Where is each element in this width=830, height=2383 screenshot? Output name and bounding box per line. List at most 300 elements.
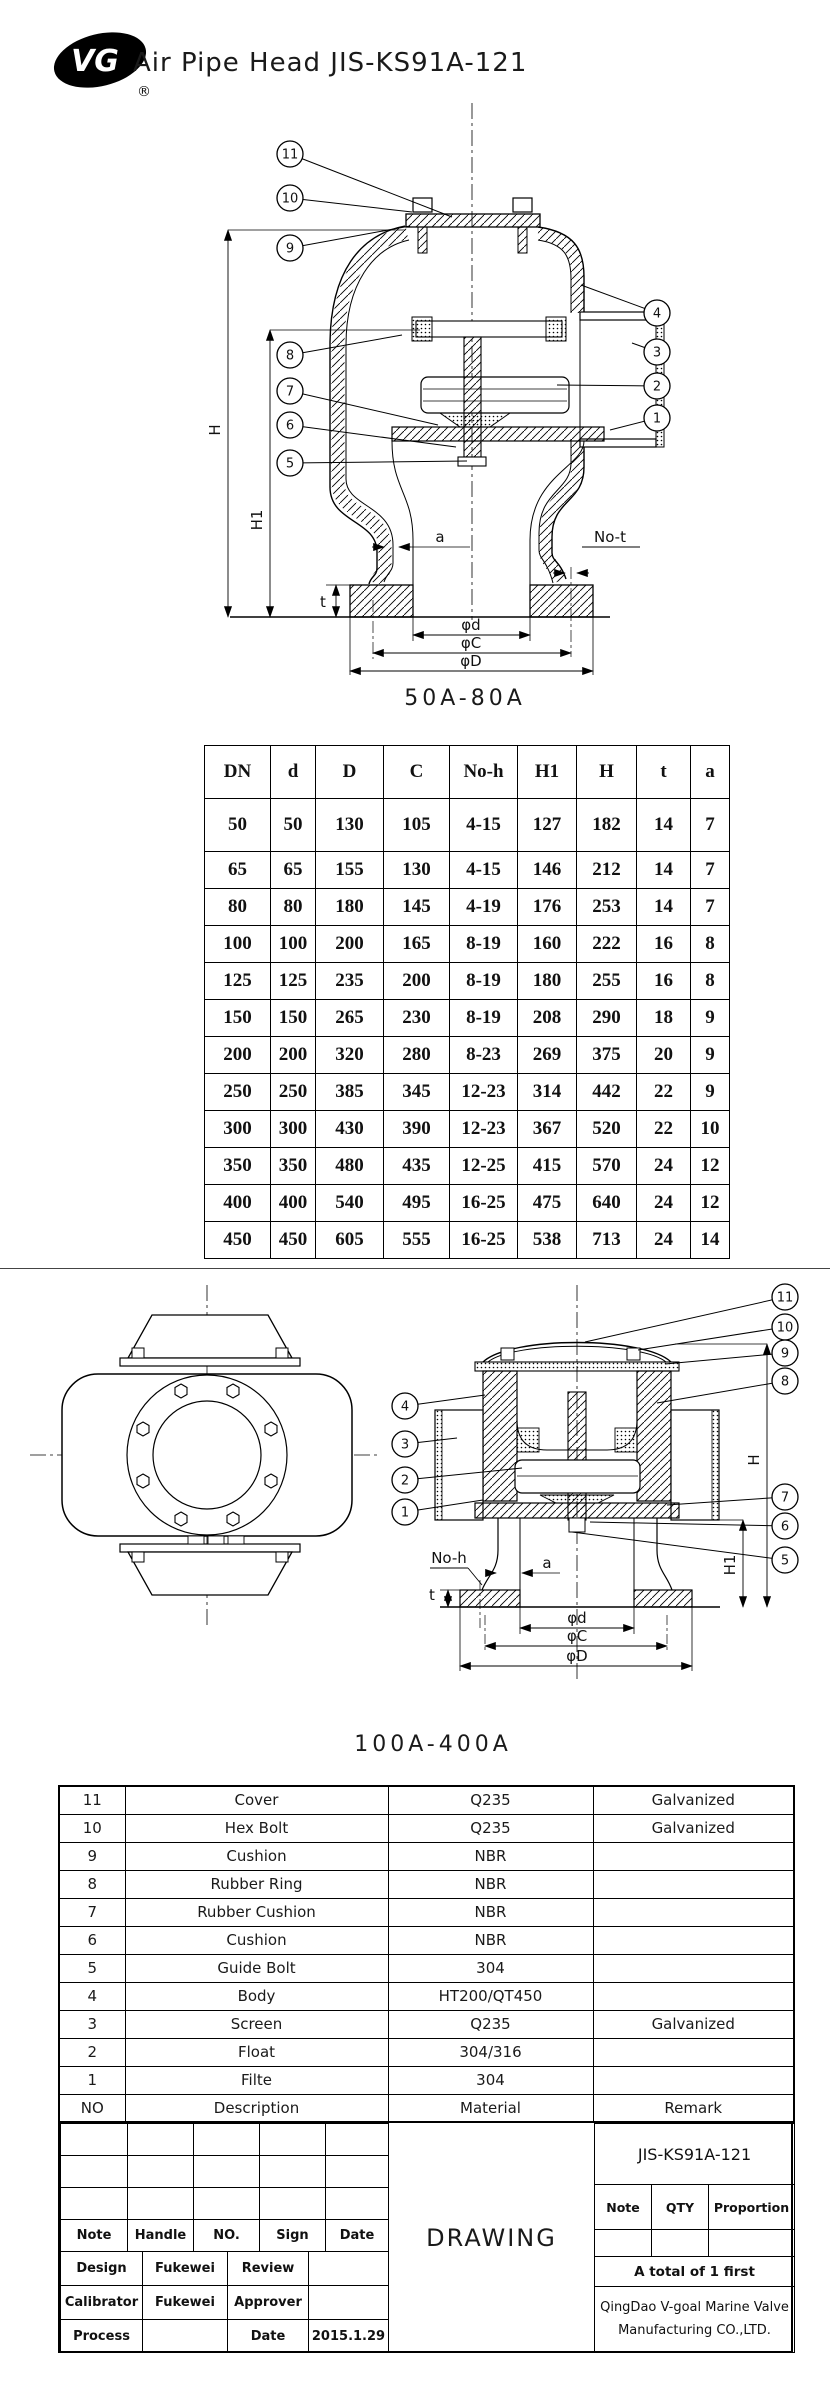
rubber-ring-right <box>546 317 566 341</box>
svg-text:1: 1 <box>400 1505 410 1521</box>
table-cell: H <box>577 746 637 799</box>
table-cell: NBR <box>388 1842 593 1870</box>
foot-right2 <box>634 1590 692 1607</box>
table-cell: 450 <box>271 1222 316 1259</box>
dim-label-H1-2: H1 <box>721 1554 739 1576</box>
table-cell: 200 <box>205 1037 271 1074</box>
table-cell: 80 <box>205 889 271 926</box>
table-cell <box>593 1898 794 1926</box>
table-cell: 10 <box>59 1814 125 1842</box>
callout2-8 <box>772 1368 798 1394</box>
table-cell: 570 <box>577 1148 637 1185</box>
table-cell: a <box>691 746 730 799</box>
table-cell: 125 <box>205 963 271 1000</box>
table-cell: 314 <box>518 1074 577 1111</box>
body-front <box>62 1374 352 1536</box>
table-cell: 180 <box>518 963 577 1000</box>
top-bolt-right <box>276 1348 288 1358</box>
table-cell: 222 <box>577 926 637 963</box>
table-cell: 16 <box>637 926 691 963</box>
logo-text: VG <box>71 44 119 79</box>
table-row <box>205 799 730 852</box>
table-cell: 100 <box>271 926 316 963</box>
table-cell: Body <box>125 1982 388 2010</box>
svg-text:11: 11 <box>776 1290 794 1306</box>
float-section2 <box>515 1460 640 1493</box>
table-cell: NBR <box>388 1898 593 1926</box>
parts-table-body <box>59 1786 794 2122</box>
table-cell: 304 <box>388 1954 593 1982</box>
table-row <box>205 1185 730 1222</box>
svg-text:8: 8 <box>780 1374 790 1390</box>
section-divider-thin <box>0 1268 830 1269</box>
table-cell: t <box>637 746 691 799</box>
svg-text:4: 4 <box>400 1399 410 1415</box>
table-cell: Q235 <box>388 2010 593 2038</box>
qty-header-qty: QTY <box>651 2184 709 2230</box>
sign-header-sign: Sign <box>259 2219 326 2252</box>
table-cell <box>593 1870 794 1898</box>
table-row <box>205 963 730 1000</box>
svg-text:11: 11 <box>281 147 299 163</box>
table-cell: 8 <box>691 926 730 963</box>
registered-mark: ® <box>137 84 151 100</box>
cushion-right <box>615 1428 637 1452</box>
table-cell: 8 <box>59 1870 125 1898</box>
table-cell: 9 <box>59 1842 125 1870</box>
dim-label-no-h: No-h <box>431 1549 467 1567</box>
table-row <box>205 1074 730 1111</box>
dim-label-phi-d2: φd <box>567 1609 587 1627</box>
svg-text:6: 6 <box>780 1519 790 1535</box>
date-value: 2015.1.29 <box>308 2319 389 2353</box>
table-cell: 538 <box>518 1222 577 1259</box>
table-row <box>59 2010 794 2038</box>
bottom-bolt-right <box>276 1552 288 1562</box>
table-cell: 7 <box>691 852 730 889</box>
svg-text:9: 9 <box>780 1346 790 1362</box>
dim-label-H1: H1 <box>248 509 266 531</box>
table-cell: 280 <box>384 1037 450 1074</box>
dim-H <box>206 230 405 617</box>
table-cell: 4-15 <box>450 799 518 852</box>
table-cell: 155 <box>316 852 384 889</box>
table-cell: 2 <box>59 2038 125 2066</box>
table-cell: NBR <box>388 1870 593 1898</box>
table-row <box>59 1954 794 1982</box>
table-cell: 22 <box>637 1111 691 1148</box>
table-cell: 4-15 <box>450 852 518 889</box>
table-cell: 250 <box>205 1074 271 1111</box>
table-cell: 300 <box>205 1111 271 1148</box>
table-cell <box>593 2038 794 2066</box>
process-name <box>142 2319 228 2353</box>
callout2-5 <box>772 1547 798 1573</box>
table-cell: Rubber Ring <box>125 1870 388 1898</box>
table-cell: 65 <box>205 852 271 889</box>
table-row <box>59 2094 794 2122</box>
table-cell: NO <box>59 2094 125 2122</box>
callout2-9 <box>772 1340 798 1366</box>
callout-7 <box>277 378 303 404</box>
table-cell: Remark <box>593 2094 794 2122</box>
table-cell: Screen <box>125 2010 388 2038</box>
company-name <box>594 2286 795 2353</box>
float-section <box>421 377 569 413</box>
drawing-label: DRAWING <box>388 2123 595 2353</box>
rubber-ring-left <box>412 317 432 341</box>
svg-text:2: 2 <box>652 379 662 395</box>
table-cell: 24 <box>637 1222 691 1259</box>
guide-bolt2 <box>569 1518 585 1532</box>
page-title: Air Pipe Head JIS-KS91A-121 <box>133 48 528 78</box>
callout2-6 <box>772 1513 798 1539</box>
table-cell <box>593 1954 794 1982</box>
table-cell: Description <box>125 2094 388 2122</box>
approver-label: Approver <box>227 2285 309 2320</box>
table-cell: 12-23 <box>450 1111 518 1148</box>
callout-5 <box>277 450 303 476</box>
table-cell: 400 <box>205 1185 271 1222</box>
dim-label-a2: a <box>542 1554 552 1572</box>
drawing-50a-80a <box>140 95 725 680</box>
table-cell: 9 <box>691 1037 730 1074</box>
table-cell: 18 <box>637 1000 691 1037</box>
table-cell: 385 <box>316 1074 384 1111</box>
table-cell: 255 <box>577 963 637 1000</box>
table-cell: 180 <box>316 889 384 926</box>
section-view <box>429 1285 767 1680</box>
table-cell <box>593 1982 794 2010</box>
total-note: A total of 1 first <box>594 2256 795 2287</box>
table-cell: Galvanized <box>593 1786 794 1814</box>
table-cell: 16-25 <box>450 1222 518 1259</box>
table-cell: 265 <box>316 1000 384 1037</box>
table-cell: 10 <box>691 1111 730 1148</box>
table-cell: No-h <box>450 746 518 799</box>
cushion-left <box>517 1428 539 1452</box>
table-row <box>205 889 730 926</box>
callout2-4 <box>392 1393 418 1419</box>
sign-header-no: NO. <box>193 2219 260 2252</box>
table-cell: 208 <box>518 1000 577 1037</box>
callout-11 <box>277 141 303 167</box>
top-bolt-left <box>132 1348 144 1358</box>
table-cell: 11 <box>59 1786 125 1814</box>
table-cell: 12 <box>691 1185 730 1222</box>
table-cell: 22 <box>637 1074 691 1111</box>
table-cell: 8-23 <box>450 1037 518 1074</box>
callout2-3 <box>392 1431 418 1457</box>
bore-wall-left <box>392 441 413 585</box>
table-cell: 4-19 <box>450 889 518 926</box>
dim-label-H2: H <box>745 1454 763 1466</box>
table-cell: 12-25 <box>450 1148 518 1185</box>
callout-3 <box>644 339 670 365</box>
table-cell: 304/316 <box>388 2038 593 2066</box>
model-number: JIS-KS91A-121 <box>594 2123 795 2185</box>
table-cell: 160 <box>518 926 577 963</box>
callout2-2 <box>392 1467 418 1493</box>
table-cell: 3 <box>59 2010 125 2038</box>
table-cell: C <box>384 746 450 799</box>
process-label: Process <box>60 2319 143 2353</box>
table-cell: 5 <box>59 1954 125 1982</box>
table-cell: 480 <box>316 1148 384 1185</box>
table-row <box>59 1982 794 2010</box>
table-row <box>205 926 730 963</box>
callout-1 <box>644 405 670 431</box>
table-cell: 640 <box>577 1185 637 1222</box>
table-cell: HT200/QT450 <box>388 1982 593 2010</box>
svg-text:10: 10 <box>776 1320 794 1336</box>
rubber-cushion2 <box>540 1495 614 1503</box>
table-cell: 320 <box>316 1037 384 1074</box>
table-cell: 269 <box>518 1037 577 1074</box>
table-cell: 713 <box>577 1222 637 1259</box>
table-cell: 350 <box>205 1148 271 1185</box>
table-cell: NBR <box>388 1926 593 1954</box>
table-cell: 24 <box>637 1185 691 1222</box>
approver-name <box>308 2285 389 2320</box>
table-cell: 14 <box>637 889 691 926</box>
table-cell: 250 <box>271 1074 316 1111</box>
callout-9 <box>277 235 303 261</box>
svg-text:3: 3 <box>400 1437 410 1453</box>
table-cell: 1 <box>59 2066 125 2094</box>
dim-label-phi-D: φD <box>460 652 482 670</box>
dim-diameters2 <box>460 1607 692 1671</box>
company-line2: Manufacturing CO.,LTD. <box>618 2322 771 2338</box>
svg-text:7: 7 <box>780 1490 790 1506</box>
table-cell: 212 <box>577 852 637 889</box>
qty-header-note: Note <box>594 2184 652 2230</box>
front-view <box>30 1285 380 1625</box>
svg-text:8: 8 <box>285 348 295 364</box>
table-cell: 605 <box>316 1222 384 1259</box>
table-cell: 8-19 <box>450 926 518 963</box>
svg-text:2: 2 <box>400 1473 410 1489</box>
dim-label-t: t <box>320 593 326 611</box>
table-row <box>59 1786 794 1814</box>
table-cell: 540 <box>316 1185 384 1222</box>
callout-6 <box>277 412 303 438</box>
callout-10 <box>277 185 303 211</box>
wall-right-section <box>637 1371 671 1501</box>
table-cell <box>593 2066 794 2094</box>
table-cell: 345 <box>384 1074 450 1111</box>
table-cell: 4 <box>59 1982 125 2010</box>
table-cell: H1 <box>518 746 577 799</box>
wall-left-section <box>483 1371 517 1501</box>
table-cell: 165 <box>384 926 450 963</box>
table-cell: 9 <box>691 1074 730 1111</box>
table-cell: 253 <box>577 889 637 926</box>
callout-4 <box>644 300 670 326</box>
table-cell: 230 <box>384 1000 450 1037</box>
table-cell: 8-19 <box>450 1000 518 1037</box>
sign-header-handle: Handle <box>127 2219 194 2252</box>
table-cell: 127 <box>518 799 577 852</box>
table-cell: 304 <box>388 2066 593 2094</box>
table-cell: 435 <box>384 1148 450 1185</box>
callout2-11 <box>772 1284 798 1310</box>
table-cell: Cover <box>125 1786 388 1814</box>
bottom-skirt <box>128 1552 292 1595</box>
callout-2 <box>644 373 670 399</box>
table-cell: 105 <box>384 799 450 852</box>
table-cell: 200 <box>271 1037 316 1074</box>
dim-t2 <box>429 1586 462 1607</box>
table-row <box>205 1222 730 1259</box>
svg-text:7: 7 <box>285 384 295 400</box>
dim-label-phi-d: φd <box>461 616 481 634</box>
table-cell: 375 <box>577 1037 637 1074</box>
table-cell: Hex Bolt <box>125 1814 388 1842</box>
table-cell: 300 <box>271 1111 316 1148</box>
table-cell: 14 <box>637 799 691 852</box>
table-cell: 14 <box>691 1222 730 1259</box>
table-row <box>205 746 730 799</box>
design-label: Design <box>60 2251 143 2286</box>
sign-header-date: Date <box>325 2219 389 2252</box>
table-cell: 8-19 <box>450 963 518 1000</box>
table-cell: 130 <box>384 852 450 889</box>
table-cell: 235 <box>316 963 384 1000</box>
dim-label-t2: t <box>429 1586 435 1604</box>
svg-text:3: 3 <box>652 345 662 361</box>
floor-slab2 <box>475 1503 679 1518</box>
dim-t <box>320 585 352 617</box>
dim-label-phi-C: φC <box>460 634 482 652</box>
table-cell: 150 <box>271 1000 316 1037</box>
qty-header-proportion: Proportion <box>708 2184 795 2230</box>
table-cell: 16-25 <box>450 1185 518 1222</box>
dimension-table <box>204 745 730 1259</box>
rubber-cushion-funnel <box>440 413 510 427</box>
dim-label-a: a <box>435 528 445 546</box>
table-cell: 50 <box>205 799 271 852</box>
table-cell: 390 <box>384 1111 450 1148</box>
table-row <box>59 1842 794 1870</box>
table-cell: 290 <box>577 1000 637 1037</box>
table-cell: Cushion <box>125 1926 388 1954</box>
dim-label-H: H <box>206 424 224 436</box>
table-row <box>59 1814 794 1842</box>
table-cell <box>593 1926 794 1954</box>
cover-plate-section <box>406 214 540 227</box>
table-cell: 450 <box>205 1222 271 1259</box>
table-cell: 130 <box>316 799 384 852</box>
table-cell: d <box>271 746 316 799</box>
table-cell: 400 <box>271 1185 316 1222</box>
inner-seat-bar <box>412 317 566 341</box>
table-cell: 50 <box>271 799 316 852</box>
foot-left2 <box>460 1590 520 1607</box>
table-row <box>59 1898 794 1926</box>
table-row <box>59 1926 794 1954</box>
table-cell: Filte <box>125 2066 388 2094</box>
callout2-7 <box>772 1484 798 1510</box>
table-cell <box>593 1842 794 1870</box>
dim-label-no-t: No-t <box>594 528 626 546</box>
company-line1: QingDao V-goal Marine Valve <box>600 2299 789 2315</box>
svg-text:10: 10 <box>281 191 299 207</box>
svg-text:1: 1 <box>652 411 662 427</box>
date-label: Date <box>227 2319 309 2353</box>
table-cell: 520 <box>577 1111 637 1148</box>
dimension-table-header <box>205 746 730 799</box>
table-cell: 24 <box>637 1148 691 1185</box>
table-cell: 415 <box>518 1148 577 1185</box>
drawing-100a-400a <box>20 1270 820 1710</box>
table-row <box>205 1111 730 1148</box>
callout2-10 <box>772 1314 798 1340</box>
table-cell: 367 <box>518 1111 577 1148</box>
sign-header-note: Note <box>60 2219 128 2252</box>
table-cell: 8 <box>691 963 730 1000</box>
table-row <box>205 1148 730 1185</box>
table-cell: 145 <box>384 889 450 926</box>
table-cell: 80 <box>271 889 316 926</box>
table-cell: 495 <box>384 1185 450 1222</box>
table-cell: 20 <box>637 1037 691 1074</box>
svg-text:5: 5 <box>285 456 295 472</box>
table-cell: D <box>316 746 384 799</box>
dim-label-phi-D2: φD <box>566 1647 588 1665</box>
table-cell: Rubber Cushion <box>125 1898 388 1926</box>
table-cell: 100 <box>205 926 271 963</box>
svg-text:5: 5 <box>780 1553 790 1569</box>
table-cell: 7 <box>691 889 730 926</box>
table-cell: 12 <box>691 1148 730 1185</box>
table-cell: 146 <box>518 852 577 889</box>
caption-100a-400a: 100A-400A <box>354 1732 512 1757</box>
table-cell: Cushion <box>125 1842 388 1870</box>
table-row <box>205 1000 730 1037</box>
table-cell: 176 <box>518 889 577 926</box>
table-cell: 150 <box>205 1000 271 1037</box>
svg-text:4: 4 <box>652 306 662 322</box>
parts-table <box>58 1785 795 2123</box>
table-cell: Q235 <box>388 1786 593 1814</box>
svg-text:6: 6 <box>285 418 295 434</box>
table-cell: 442 <box>577 1074 637 1111</box>
title-block <box>58 2121 793 2353</box>
table-cell: Material <box>388 2094 593 2122</box>
chamber-floor-slab <box>392 427 604 441</box>
bottom-bolt-left <box>132 1552 144 1562</box>
table-cell: DN <box>205 746 271 799</box>
table-cell: Q235 <box>388 1814 593 1842</box>
callout-8 <box>277 342 303 368</box>
flange-foot-left <box>350 585 413 617</box>
svg-text:9: 9 <box>285 241 295 257</box>
table-cell: 200 <box>384 963 450 1000</box>
table-cell: Float <box>125 2038 388 2066</box>
top-skirt <box>128 1315 292 1358</box>
design-name: Fukewei <box>142 2251 228 2286</box>
table-row <box>59 2066 794 2094</box>
table-cell: 9 <box>691 1000 730 1037</box>
review-label: Review <box>227 2251 309 2286</box>
table-cell: 16 <box>637 963 691 1000</box>
cover-flange-plate <box>475 1362 679 1371</box>
table-row <box>59 1870 794 1898</box>
table-cell: Galvanized <box>593 2010 794 2038</box>
table-row <box>59 2038 794 2066</box>
table-cell: 475 <box>518 1185 577 1222</box>
